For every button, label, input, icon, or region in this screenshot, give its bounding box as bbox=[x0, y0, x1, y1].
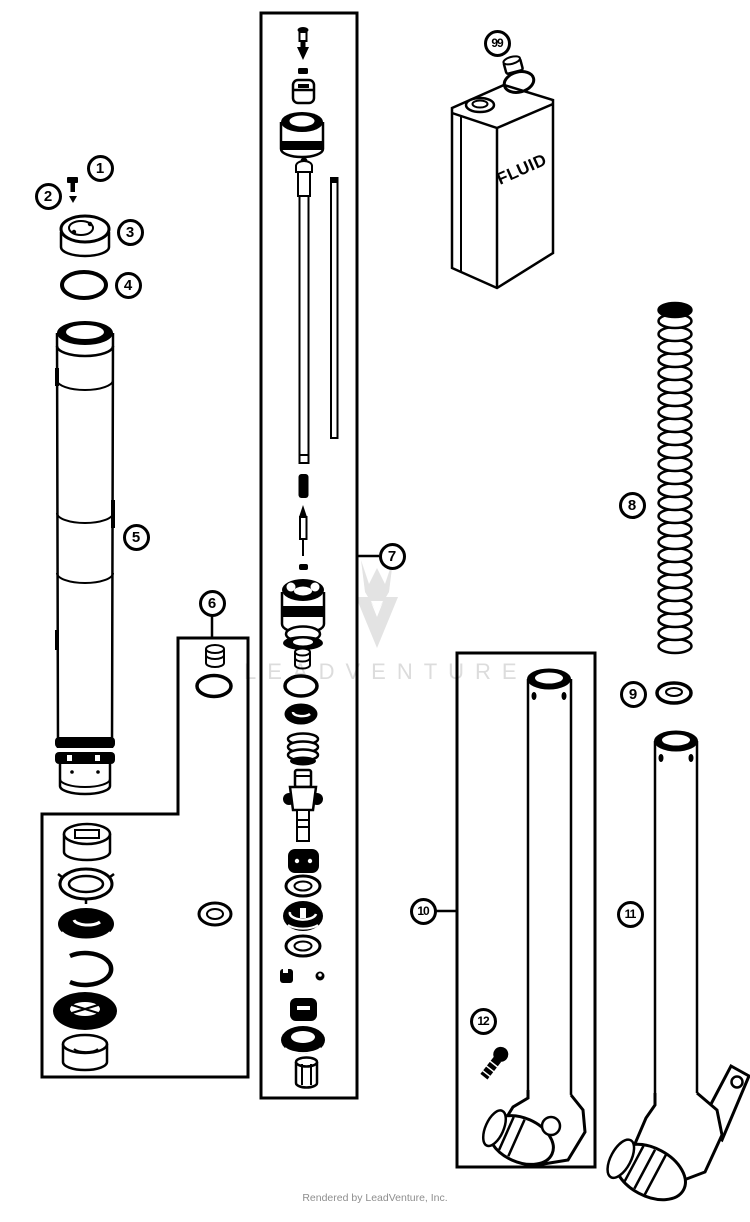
fluid-can-label: FLUID bbox=[493, 149, 550, 189]
watermark-text: LEADVENTURE bbox=[244, 659, 528, 684]
callout-11[interactable]: 11 bbox=[617, 901, 644, 928]
callout-4[interactable]: 4 bbox=[115, 272, 142, 299]
callout-3[interactable]: 3 bbox=[117, 219, 144, 246]
callout-10[interactable]: 10 bbox=[410, 898, 437, 925]
callout-5[interactable]: 5 bbox=[123, 524, 150, 551]
callout-99[interactable]: 99 bbox=[484, 30, 511, 57]
callout-1[interactable]: 1 bbox=[87, 155, 114, 182]
callout-8[interactable]: 8 bbox=[619, 492, 646, 519]
footer-credit: Rendered by LeadVenture, Inc. bbox=[302, 1192, 448, 1204]
callout-6[interactable]: 6 bbox=[199, 590, 226, 617]
callout-9[interactable]: 9 bbox=[620, 681, 647, 708]
callout-12[interactable]: 12 bbox=[470, 1008, 497, 1035]
callout-2[interactable]: 2 bbox=[35, 183, 62, 210]
callout-7[interactable]: 7 bbox=[379, 543, 406, 570]
